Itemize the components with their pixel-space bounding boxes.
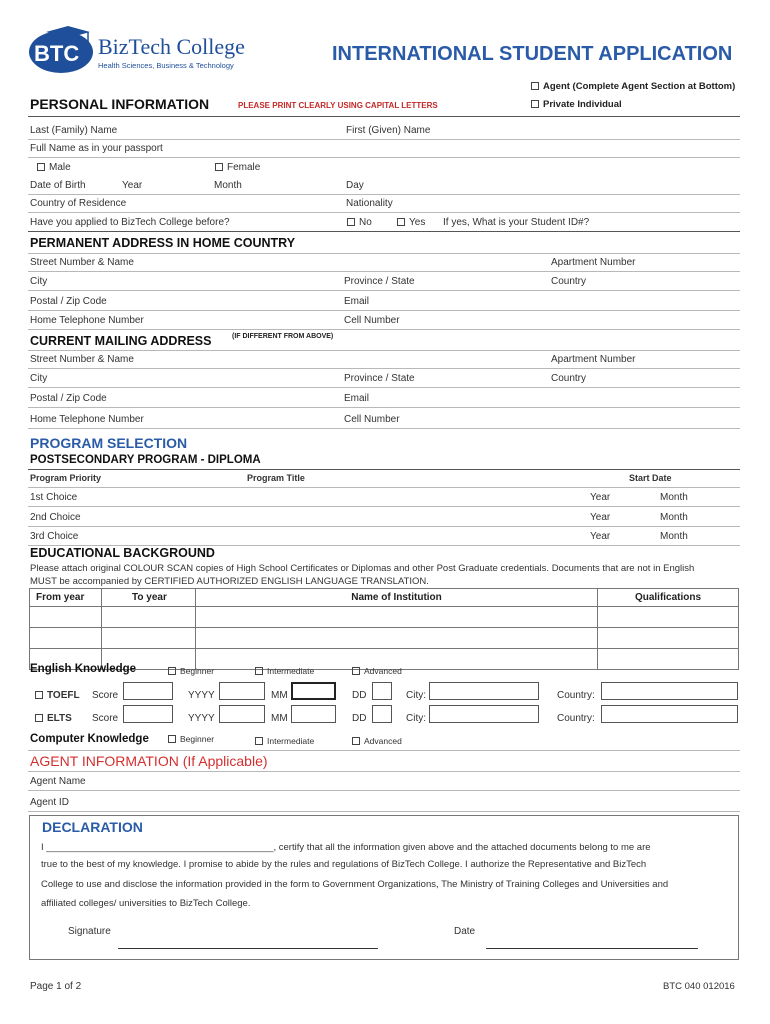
agent-id-label: Agent ID: [30, 797, 69, 808]
divider: [28, 790, 740, 791]
cur-country-label: Country: [551, 373, 587, 384]
eng-beginner-label: Beginner: [180, 666, 215, 676]
cur-email-label: Email: [344, 393, 370, 404]
perm-home-phone-label: Home Telephone Number: [30, 315, 144, 326]
ielts-city-field[interactable]: [429, 705, 539, 723]
cur-city-label: City: [30, 373, 48, 384]
declaration-line-3: College to use and disclose the information provided in the form to Government Organizations, The Ministry of Training Colleges and Universities and: [41, 879, 669, 890]
divider: [28, 811, 740, 812]
eng-advanced-option[interactable]: [352, 666, 402, 676]
table-row: [30, 607, 739, 628]
choice-2-month: Month: [660, 512, 688, 523]
last-name-label: Last (Family) Name: [30, 125, 118, 136]
col-start-date: Start Date: [629, 473, 672, 483]
personal-heading: PERSONAL INFORMATION: [30, 96, 210, 112]
col-qualifications: Qualifications: [598, 589, 739, 607]
ielts-mm-label: MM: [271, 713, 288, 724]
ielts-score-field[interactable]: [123, 705, 173, 723]
choice-1-label: 1st Choice: [30, 492, 78, 503]
cur-postal-label: Postal / Zip Code: [30, 393, 107, 404]
ielts-country-label: Country:: [557, 713, 595, 724]
eng-beginner-checkbox[interactable]: [168, 667, 176, 675]
student-id-label: If yes, What is your Student ID#?: [443, 217, 590, 228]
comp-intermediate-label: Intermediate: [267, 736, 315, 746]
nationality-label: Nationality: [346, 198, 393, 209]
comp-intermediate-option[interactable]: [255, 736, 314, 746]
full-name-label: Full Name as in your passport: [30, 143, 163, 154]
divider: [28, 212, 740, 213]
col-program-title: Program Title: [247, 473, 305, 483]
college-logo: [28, 24, 98, 76]
ielts-option[interactable]: [35, 713, 72, 724]
permanent-heading: PERMANENT ADDRESS IN HOME COUNTRY: [30, 236, 296, 250]
table-cell[interactable]: [30, 607, 102, 628]
comp-beginner-label: Beginner: [180, 734, 215, 744]
table-cell[interactable]: [102, 607, 196, 628]
col-to-year: To year: [102, 589, 196, 607]
table-cell[interactable]: [102, 628, 196, 649]
table-cell[interactable]: [598, 628, 739, 649]
divider: [28, 329, 740, 330]
comp-advanced-option[interactable]: [352, 736, 402, 746]
applied-before-label: Have you applied to BizTech College before?: [30, 217, 230, 228]
toefl-year-field[interactable]: [219, 682, 265, 700]
signature-label: Signature: [68, 926, 111, 937]
print-note: PLEASE PRINT CLEARLY USING CAPITAL LETTERS: [238, 101, 438, 110]
table-cell[interactable]: [598, 607, 739, 628]
choice-3-month: Month: [660, 531, 688, 542]
no-checkbox[interactable]: [347, 218, 355, 226]
toefl-country-label: Country:: [557, 690, 595, 701]
divider: [28, 271, 740, 272]
divider: [28, 428, 740, 429]
ielts-checkbox[interactable]: [35, 714, 43, 722]
perm-province-label: Province / State: [344, 276, 415, 287]
toefl-mm-label: MM: [271, 690, 288, 701]
perm-country-label: Country: [551, 276, 587, 287]
education-heading: EDUCATIONAL BACKGROUND: [30, 546, 215, 560]
comp-advanced-label: Advanced: [364, 736, 402, 746]
choice-2-year: Year: [590, 512, 611, 523]
col-priority: Program Priority: [30, 473, 102, 483]
dob-month-label: Month: [214, 180, 242, 191]
female-checkbox[interactable]: [215, 163, 223, 171]
divider: [28, 771, 740, 772]
signature-line[interactable]: [118, 948, 378, 949]
divider: [28, 469, 740, 470]
ielts-country-field[interactable]: [601, 705, 738, 723]
date-label: Date: [454, 926, 476, 937]
dob-label: Date of Birth: [30, 180, 86, 191]
form-code: BTC 040 012016: [663, 981, 735, 992]
divider: [28, 253, 740, 254]
english-heading: English Knowledge: [30, 663, 137, 675]
comp-intermediate-checkbox[interactable]: [255, 737, 263, 745]
yes-checkbox[interactable]: [397, 218, 405, 226]
ielts-city-label: City:: [406, 713, 426, 724]
education-table-header: [30, 589, 739, 607]
table-cell[interactable]: [30, 628, 102, 649]
table-cell[interactable]: [196, 628, 598, 649]
perm-postal-label: Postal / Zip Code: [30, 296, 107, 307]
toefl-option[interactable]: [35, 690, 80, 701]
eng-intermediate-label: Intermediate: [267, 666, 315, 676]
agent-checkbox[interactable]: [531, 82, 539, 90]
male-label: Male: [49, 162, 71, 173]
choice-3-year: Year: [590, 531, 611, 542]
cur-apartment-label: Apartment Number: [551, 354, 636, 365]
male-checkbox[interactable]: [37, 163, 45, 171]
divider: [28, 526, 740, 527]
perm-street-label: Street Number & Name: [30, 257, 134, 268]
declaration-box: [29, 815, 739, 960]
declaration-line-4: affiliated colleges/ universities to BizTech College.: [41, 898, 251, 909]
agent-heading: AGENT INFORMATION (If Applicable): [30, 753, 268, 769]
private-option[interactable]: [531, 99, 622, 110]
logo-letters: BTC: [34, 41, 80, 66]
comp-beginner-option[interactable]: [168, 734, 214, 744]
divider: [28, 116, 740, 117]
divider: [28, 290, 740, 291]
agent-name-label: Agent Name: [30, 776, 86, 787]
toefl-city-label: City:: [406, 690, 426, 701]
ielts-year-field[interactable]: [219, 705, 265, 723]
choice-3-label: 3rd Choice: [30, 531, 79, 542]
divider: [28, 157, 740, 158]
toefl-score-label: Score: [92, 690, 119, 701]
ielts-label: ELTS: [47, 713, 72, 724]
perm-cell-label: Cell Number: [344, 315, 400, 326]
comp-advanced-checkbox[interactable]: [352, 737, 360, 745]
toefl-checkbox[interactable]: [35, 691, 43, 699]
current-heading: CURRENT MAILING ADDRESS: [30, 334, 212, 348]
declaration-line-2: true to the best of my knowledge. I promise to abide by the rules and regulations of BizTech College. I authorize the Representative and BizTech: [41, 859, 647, 870]
eng-intermediate-option[interactable]: [255, 666, 314, 676]
cur-home-phone-label: Home Telephone Number: [30, 414, 144, 425]
toefl-month-field[interactable]: [291, 682, 336, 700]
eng-advanced-checkbox[interactable]: [352, 667, 360, 675]
ielts-dd-label: DD: [352, 713, 367, 724]
toefl-score-field[interactable]: [123, 682, 173, 700]
divider: [28, 407, 740, 408]
comp-beginner-checkbox[interactable]: [168, 735, 176, 743]
female-option[interactable]: [215, 162, 260, 173]
yes-label: Yes: [409, 217, 426, 228]
page-number: Page 1 of 2: [30, 981, 82, 992]
applied-yes-option[interactable]: [397, 217, 425, 228]
male-option[interactable]: [37, 162, 71, 173]
private-checkbox[interactable]: [531, 100, 539, 108]
dob-year-label: Year: [122, 180, 143, 191]
declaration-line-1: I ___________________________________________, certify that all the information given above and the attached documents belong to me are: [41, 842, 651, 853]
divider: [28, 231, 740, 232]
ielts-day-field[interactable]: [372, 705, 392, 723]
first-name-label: First (Given) Name: [346, 125, 431, 136]
divider: [28, 387, 740, 388]
college-tagline: Health Sciences, Business & Technology: [98, 61, 234, 70]
toefl-day-field[interactable]: [372, 682, 392, 700]
divider: [28, 310, 740, 311]
applied-no-option[interactable]: [347, 217, 372, 228]
ielts-yyyy-label: YYYY: [188, 713, 215, 724]
private-option-label: Private Individual: [543, 99, 622, 110]
col-institution: Name of Institution: [196, 589, 598, 607]
cur-cell-label: Cell Number: [344, 414, 400, 425]
divider: [28, 487, 740, 488]
date-line[interactable]: [486, 948, 698, 949]
table-row: [30, 628, 739, 649]
table-cell[interactable]: [196, 607, 598, 628]
divider: [28, 750, 740, 751]
choice-1-month: Month: [660, 492, 688, 503]
female-label: Female: [227, 162, 261, 173]
divider: [28, 350, 740, 351]
col-from-year: From year: [30, 589, 102, 607]
ielts-month-field[interactable]: [291, 705, 336, 723]
eng-beginner-option[interactable]: [168, 666, 214, 676]
agent-option[interactable]: [531, 81, 735, 92]
no-label: No: [359, 217, 372, 228]
page-title: INTERNATIONAL STUDENT APPLICATION: [332, 43, 733, 65]
computer-heading: Computer Knowledge: [30, 733, 149, 745]
toefl-yyyy-label: YYYY: [188, 690, 215, 701]
education-table: [29, 588, 739, 670]
cur-street-label: Street Number & Name: [30, 354, 134, 365]
choice-2-label: 2nd Choice: [30, 512, 81, 523]
toefl-dd-label: DD: [352, 690, 367, 701]
divider: [28, 194, 740, 195]
perm-email-label: Email: [344, 296, 370, 307]
eng-intermediate-checkbox[interactable]: [255, 667, 263, 675]
program-heading: PROGRAM SELECTION: [30, 435, 188, 451]
education-note-1: Please attach original COLOUR SCAN copies of High School Certificates or Diplomas and other Post Graduate credentials. Documents that are not in English: [30, 563, 695, 574]
cur-province-label: Province / State: [344, 373, 415, 384]
perm-apartment-label: Apartment Number: [551, 257, 636, 268]
table-cell[interactable]: [598, 649, 739, 670]
agent-option-label: Agent (Complete Agent Section at Bottom): [543, 81, 736, 92]
program-subheading: POSTSECONDARY PROGRAM - DIPLOMA: [30, 454, 261, 466]
toefl-country-field[interactable]: [601, 682, 738, 700]
toefl-label: TOEFL: [47, 690, 80, 701]
declaration-heading: DECLARATION: [42, 819, 143, 835]
choice-1-year: Year: [590, 492, 611, 503]
current-note: (IF DIFFERENT FROM ABOVE): [232, 333, 334, 340]
divider: [28, 506, 740, 507]
country-residence-label: Country of Residence: [30, 198, 127, 209]
perm-city-label: City: [30, 276, 48, 287]
ielts-score-label: Score: [92, 713, 119, 724]
divider: [28, 139, 740, 140]
education-note-2: MUST be accompanied by CERTIFIED AUTHORIZED ENGLISH LANGUAGE TRANSLATION.: [30, 576, 429, 587]
toefl-city-field[interactable]: [429, 682, 539, 700]
dob-day-label: Day: [346, 180, 364, 191]
college-name: BizTech College: [98, 34, 245, 59]
eng-advanced-label: Advanced: [364, 666, 402, 676]
divider: [28, 368, 740, 369]
